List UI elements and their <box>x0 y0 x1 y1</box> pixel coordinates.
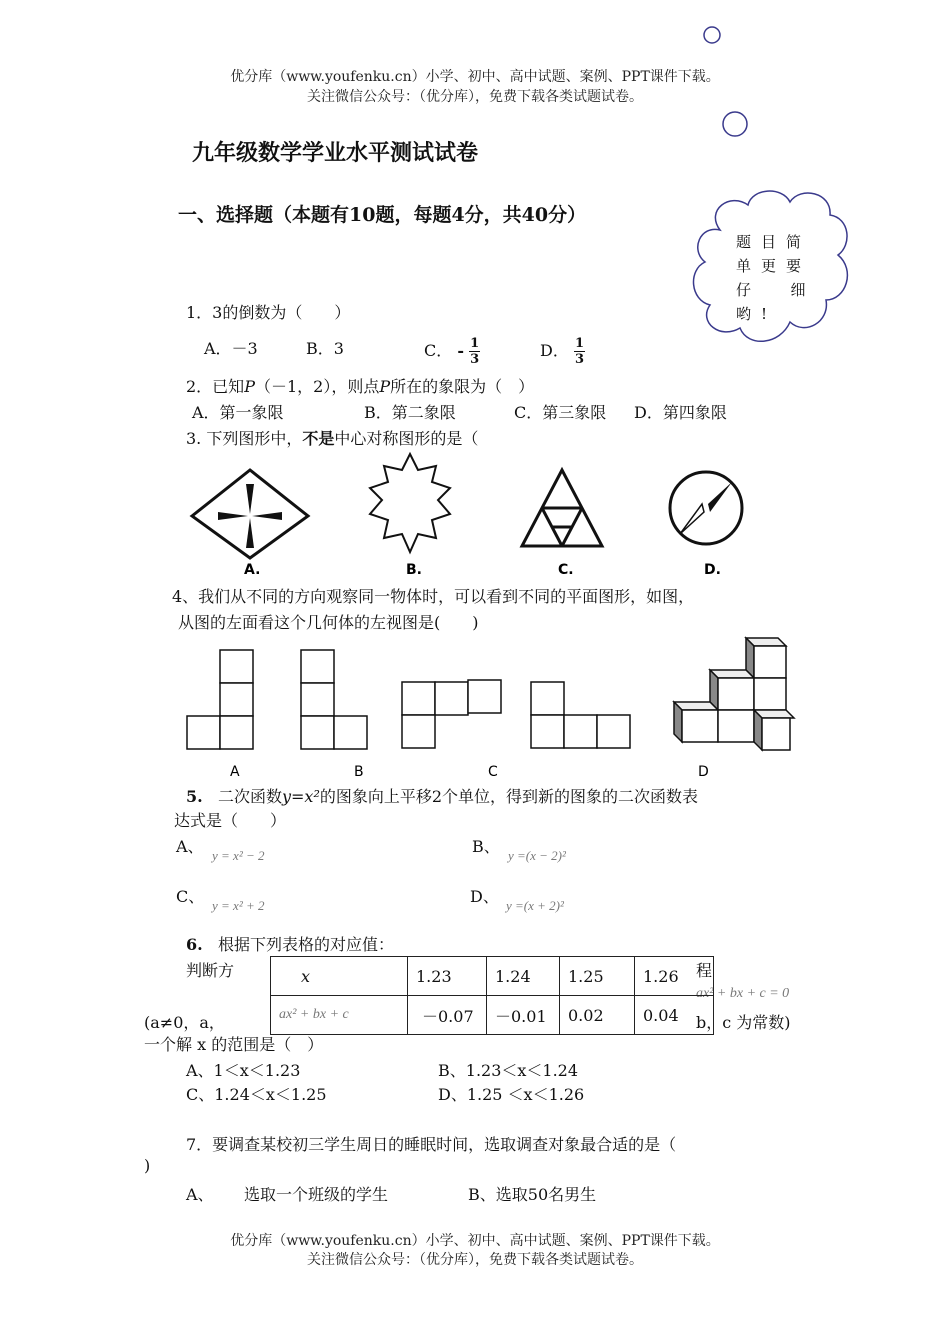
q5-c-label: C、 <box>176 887 205 906</box>
view-d <box>531 682 630 748</box>
table-row <box>271 957 714 996</box>
q5-stem-post: 的图象向上平移2个单位，得到新的图象的二次函数表 <box>319 787 699 806</box>
figure-c-triangle <box>522 470 602 546</box>
q1-c-sign: - <box>457 341 464 360</box>
q6-option-d: D、1.25 ＜x＜1.26 <box>438 1085 585 1104</box>
q6-option-b: B、1.23＜x＜1.24 <box>438 1061 579 1080</box>
fraction-numerator: 1 <box>574 336 584 351</box>
cloud-line-1: 题目简 <box>736 233 812 251</box>
isometric-solid <box>674 638 794 750</box>
q2-stem-mid: （－1，2），则点 <box>254 377 380 396</box>
q6-equation: ax² + bx + c = 0 <box>696 986 790 1001</box>
q7-option-b: B、选取50名男生 <box>468 1185 597 1204</box>
q2-stem-pre: 2．已知 <box>186 377 245 396</box>
table-cell: x <box>271 957 408 996</box>
view-a <box>187 650 253 749</box>
q3-label-a: A. <box>244 562 261 578</box>
table-cell: ax² + bx + c <box>271 996 408 1035</box>
q6-right-word: 程 <box>696 961 713 980</box>
table-cell: 1.25 <box>560 957 635 996</box>
table-cell: 1.23 <box>408 957 487 996</box>
cloud-text <box>736 230 816 326</box>
table-cell: 1.24 <box>487 957 560 996</box>
table-cell: 0.02 <box>560 996 635 1035</box>
q7-stem: 7．要调查某校初三学生周日的睡眠时间，选取调查对象最合适的是（ <box>186 1135 677 1154</box>
q5-d-label: D、 <box>470 887 499 906</box>
q1-stem: 1．3的倒数为（ ） <box>186 303 351 322</box>
footer-line-1: 优分库（www.youfenku.cn）小学、初中、高中试题、案例、PPT课件下载。 <box>230 1233 720 1249</box>
header-line-1: 优分库（www.youfenku.cn）小学、初中、高中试题、案例、PPT课件下载。 <box>230 69 720 85</box>
header-line-2: 关注微信公众号：（优分库），免费下载各类试题试卷。 <box>307 89 643 105</box>
fraction-denominator: 3 <box>574 352 584 367</box>
figure-d-compass <box>670 472 742 544</box>
q4-line-2: 从图的左面看这个几何体的左视图是( ) <box>178 613 479 632</box>
q6-number: 6. <box>186 935 203 954</box>
q1-option-c <box>424 336 480 367</box>
q2-point-p-2: P <box>379 377 391 396</box>
q1-d-fraction <box>574 336 585 367</box>
q1-d-label: D． <box>540 341 569 360</box>
q6-cond-left: (a≠0，a， <box>144 1013 225 1032</box>
q6-left-word: 判断方 <box>186 961 235 980</box>
q2-stem <box>186 374 534 397</box>
q5-stem-pre: 二次函数 <box>217 787 282 806</box>
fraction-denominator: 3 <box>470 352 480 367</box>
q2-option-d: D．第四象限 <box>634 403 727 422</box>
medium-bubble <box>723 112 747 136</box>
fraction-numerator: 1 <box>470 336 480 351</box>
q5-b-expr: y =(x − 2)² <box>508 848 566 863</box>
table-cell: －0.07 <box>408 996 487 1035</box>
q3-figures <box>180 448 760 580</box>
table-cell: 0.04 <box>635 996 714 1035</box>
q2-option-b: B．第二象限 <box>364 403 456 422</box>
q7-a-label: A、 <box>186 1185 214 1204</box>
q5-c-expr: y = x² + 2 <box>212 898 265 913</box>
q6-option-a: A、1＜x＜1.23 <box>186 1061 301 1080</box>
q2-option-c: C．第三象限 <box>514 403 607 422</box>
q3-label-b: B. <box>406 562 422 578</box>
q5-line-2: 达式是（ ） <box>174 811 287 830</box>
figure-a-rhombus <box>192 470 308 558</box>
q4-label-b: B <box>354 764 364 780</box>
q4-label-c: C <box>488 764 498 780</box>
q2-stem-post: 所在的象限为（ ） <box>390 377 535 396</box>
page-title: 九年级数学学业水平测试试卷 <box>192 140 479 166</box>
q4-line-1: 4、我们从不同的方向观察同一物体时，可以看到不同的平面图形，如图， <box>172 587 695 606</box>
q6-option-c: C、1.24＜x＜1.25 <box>186 1085 327 1104</box>
cloud-line-2: 单更要 <box>736 257 812 275</box>
q4-label-d: D <box>698 764 709 780</box>
q7-option-a: 选取一个班级的学生 <box>244 1185 389 1204</box>
q4-figures <box>180 630 800 780</box>
table-cell: 1.26 <box>635 957 714 996</box>
figure-b-snowflake <box>370 454 450 552</box>
q6-stem-text: 根据下列表格的对应值： <box>217 935 394 954</box>
q1-option-d <box>540 336 585 367</box>
cloud-line-4: 哟! <box>736 305 778 323</box>
table-row <box>271 996 714 1035</box>
section-heading: 一、选择题（本题有10题，每题4分，共40分） <box>178 204 587 226</box>
q2-option-a: A．第一象限 <box>192 403 284 422</box>
q6-value-table <box>270 956 714 1035</box>
q6-line-3: 一个解 x 的范围是（ ） <box>144 1035 324 1054</box>
q6-cond-right: b，c 为常数) <box>696 1013 791 1032</box>
q5-number: 5. <box>186 787 203 806</box>
view-c <box>402 680 501 748</box>
q3-label-d: D. <box>704 562 721 578</box>
q5-a-label: A、 <box>176 837 204 856</box>
q5-b-label: B、 <box>472 837 500 856</box>
q6-stem <box>186 932 394 955</box>
small-bubble <box>704 27 720 43</box>
cloud-line-3: 仔 细 <box>736 281 816 299</box>
q1-option-a: A．－3 <box>204 339 258 358</box>
q4-label-a: A <box>230 764 240 780</box>
q3-label-c: C. <box>558 562 574 578</box>
q3-stem <box>186 426 478 449</box>
q1-c-fraction <box>469 336 480 367</box>
table-cell: －0.01 <box>487 996 560 1035</box>
q5-d-expr: y =(x + 2)² <box>506 898 564 913</box>
footer-line-2: 关注微信公众号：（优分库），免费下载各类试题试卷。 <box>307 1252 643 1268</box>
q1-option-b: B．3 <box>306 339 344 358</box>
q7-stem-end: ) <box>144 1156 151 1175</box>
q5-stem <box>186 784 698 807</box>
q3-stem-post: 中心对称图形的是（ <box>334 429 479 448</box>
q2-point-p: P <box>244 377 255 396</box>
q3-stem-pre: 3. 下列图形中， <box>186 429 303 448</box>
q3-stem-bold: 不是 <box>302 429 335 448</box>
q5-function: y=x² <box>281 787 320 806</box>
q5-a-expr: y = x² − 2 <box>212 848 265 863</box>
q1-c-label: C． <box>424 341 453 360</box>
view-b <box>301 650 367 749</box>
